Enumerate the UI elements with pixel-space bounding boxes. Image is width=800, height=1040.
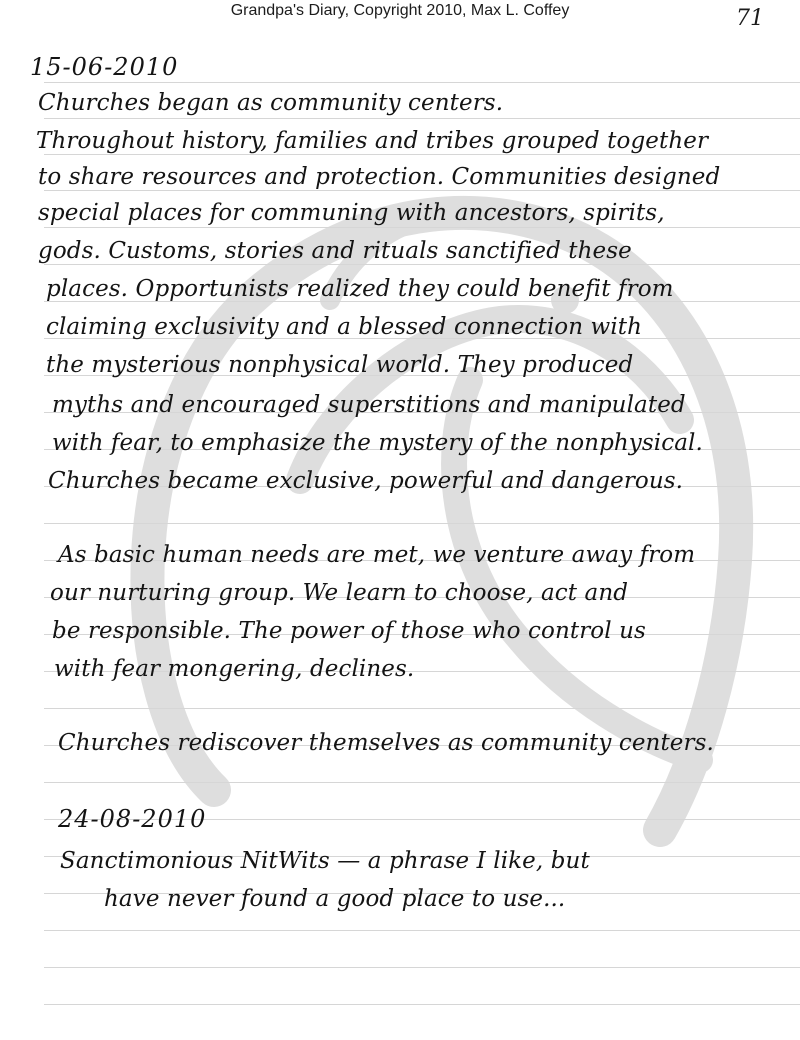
diary-line: with fear mongering, declines. [54,656,415,682]
diary-line: the mysterious nonphysical world. They produced [46,352,634,378]
entry-date: 15-06-2010 [30,53,179,81]
diary-line: As basic human needs are met, we venture away from [58,542,696,568]
diary-line: Churches rediscover themselves as community centers. [58,730,714,756]
diary-line: Sanctimonious NitWits — a phrase I like, but [60,848,590,874]
diary-line: Churches became exclusive, powerful and dangerous. [48,468,684,494]
diary-line: our nurturing group. We learn to choose, act and [50,580,629,606]
diary-line: be responsible. The power of those who control us [52,618,646,644]
diary-line: with fear, to emphasize the mystery of the nonphysical. [52,430,703,456]
diary-line: Churches began as community centers. [38,90,504,116]
diary-line: gods. Customs, stories and rituals sanctified these [38,238,632,264]
diary-line: have never found a good place to use... [104,886,566,912]
diary-line: myths and encouraged superstitions and manipulated [52,392,686,418]
diary-line: places. Opportunists realized they could benefit from [46,276,674,302]
diary-line: special places for communing with ancestors, spirits, [38,200,665,226]
diary-line: to share resources and protection. Communities designed [38,164,721,190]
diary-line: Throughout history, families and tribes grouped together [36,128,709,154]
page-number: 71 [736,6,764,31]
diary-line: claiming exclusivity and a blessed connection with [46,314,643,340]
entry-date: 24-08-2010 [58,805,207,833]
page-header: Grandpa's Diary, Copyright 2010, Max L. Coffey [230,2,570,19]
